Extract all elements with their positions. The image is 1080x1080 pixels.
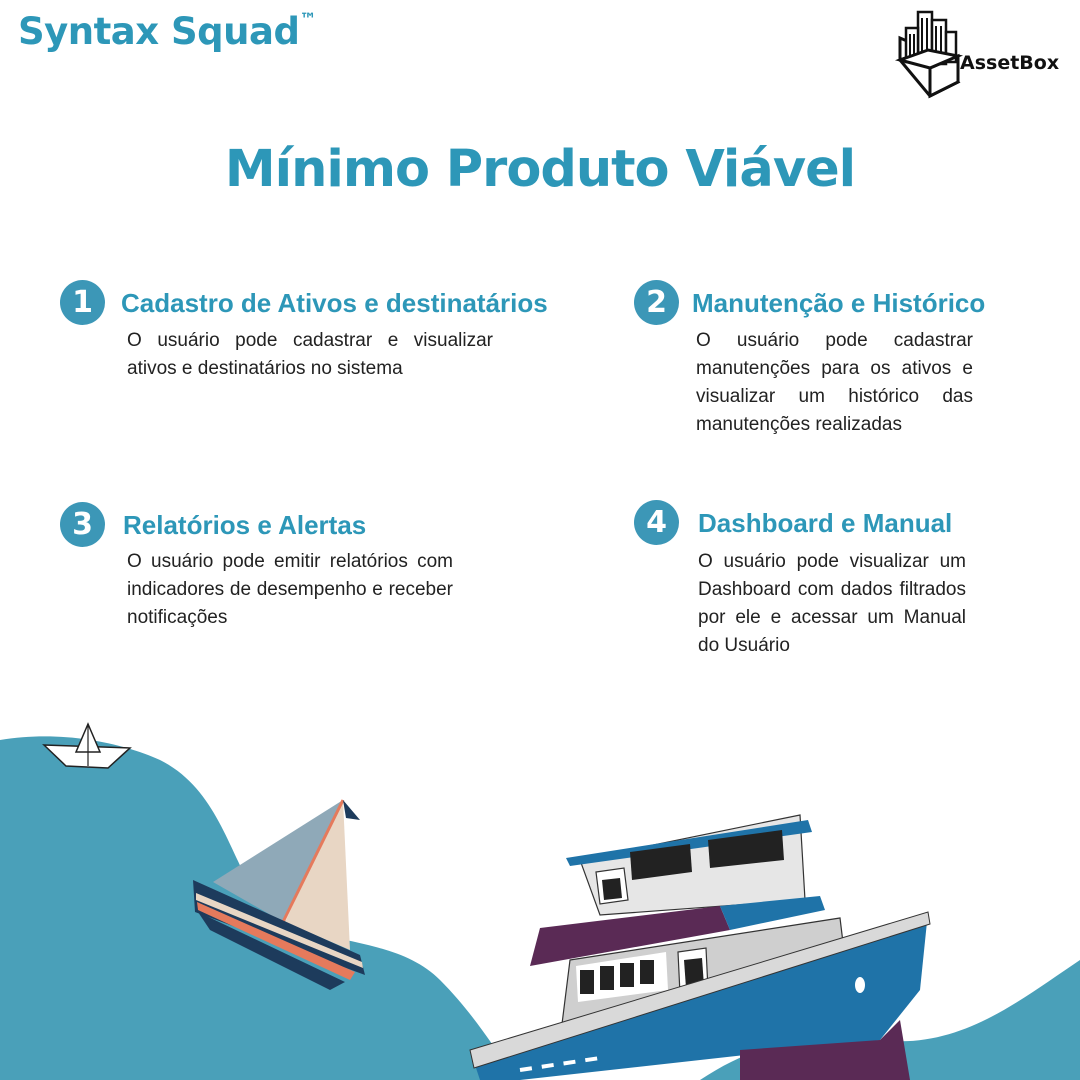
assetbox-logo-text: AssetBox — [960, 52, 1060, 74]
feature-description: O usuário pode cadastrar manutenções para os ativos e visualizar um histórico das manutenções realizadas — [696, 330, 973, 435]
feature-description: O usuário pode cadastrar e visualizar ativos e destinatários no sistema — [127, 330, 493, 379]
feature-description: O usuário pode visualizar um Dashboard com dados filtrados por ele e acessar um Manual do Usuário — [698, 551, 966, 656]
number-badge: 3 — [60, 502, 105, 547]
feature-title: Cadastro de Ativos e destinatários — [121, 288, 548, 318]
number-badge: 2 — [634, 280, 679, 325]
feature-title: Relatórios e Alertas — [123, 510, 367, 540]
trademark: ™ — [299, 9, 316, 30]
ship-icon — [470, 815, 930, 1080]
feature-description: O usuário pode emitir relatórios com indicadores de desempenho e receber notificações — [127, 551, 453, 628]
feature-title: Dashboard e Manual — [698, 508, 953, 538]
number-badge: 4 — [634, 500, 679, 545]
feature-title: Manutenção e Histórico — [692, 288, 986, 318]
number-badge: 1 — [60, 280, 105, 325]
ocean-illustration — [0, 690, 1080, 1080]
page-title: Mínimo Produto Viável — [224, 140, 856, 199]
brand-logo — [18, 10, 316, 53]
brand-name: Syntax Squad — [18, 10, 300, 53]
